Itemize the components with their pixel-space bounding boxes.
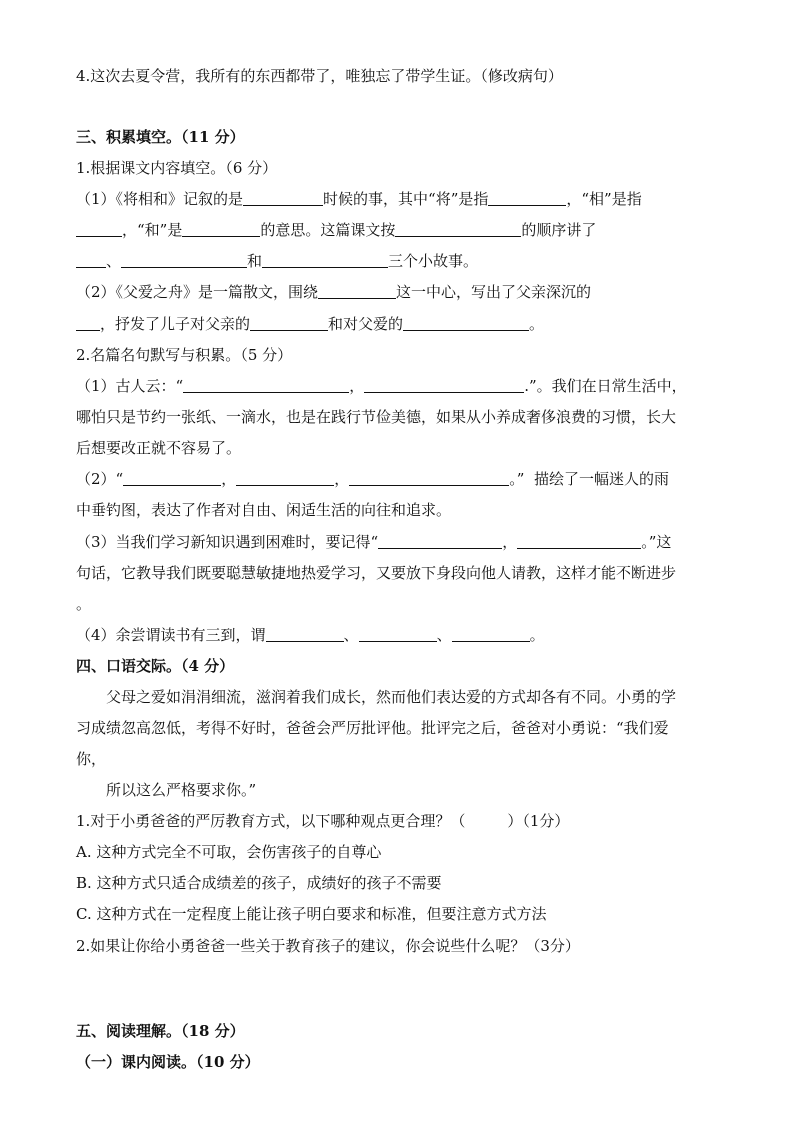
- section-3-q1-title: 1.根据课文内容填空。（6 分）: [76, 159, 278, 177]
- section-3-q2-title: 2.名篇名句默写与积累。（5 分）: [76, 346, 293, 364]
- answer-blank[interactable]: [76, 221, 122, 237]
- section-3-title: 三、积累填空。（11 分）: [76, 128, 245, 146]
- answer-blank[interactable]: [364, 377, 524, 393]
- section-3-q2-part1-line3: 后想要改正就不容易了。: [76, 439, 242, 457]
- section-3-q2-part4: （4）余尝谓读书有三到，谓 、 、 。: [76, 626, 545, 644]
- answer-blank[interactable]: [183, 377, 349, 393]
- section-3-q2-part2-line2: 中垂钓图，表达了作者对自由、闲适生活的向往和追求。: [76, 501, 452, 519]
- answer-blank[interactable]: [76, 252, 106, 268]
- answer-blank[interactable]: [318, 283, 396, 299]
- section-4-title: 四、口语交际。（4 分）: [76, 657, 235, 675]
- section-3-q2-part3-line2: 句话，它教导我们既要聪慧敏捷地热爱学习，又要放下身段向他人请教，这样才能不断进步: [76, 564, 677, 582]
- answer-blank[interactable]: [266, 626, 344, 642]
- section-4-q2: 2.如果让你给小勇爸爸一些关于教育孩子的建议，你会说些什么呢？（3分）: [76, 937, 580, 955]
- option-b: B. 这种方式只适合成绩差的孩子，成绩好的孩子不需要: [76, 874, 442, 892]
- section-4-paragraph-line1: 父母之爱如涓涓细流，滋润着我们成长，然而他们表达爱的方式却各有不同。小勇的学: [106, 688, 677, 706]
- section-4-paragraph-line3: 你，: [76, 750, 107, 768]
- answer-blank[interactable]: [123, 470, 221, 486]
- answer-blank[interactable]: [121, 252, 247, 268]
- question-4-revise-sentence: 4.这次去夏令营，我所有的东西都带了，唯独忘了带学生证。（修改病句）: [76, 67, 563, 85]
- section-3-q1-line3: 、 和 三个小故事。: [76, 251, 478, 271]
- answer-blank[interactable]: [262, 252, 388, 268]
- answer-blank[interactable]: [452, 626, 530, 642]
- answer-blank[interactable]: [236, 470, 334, 486]
- option-a: A. 这种方式完全不可取，会伤害孩子的自尊心: [76, 843, 382, 861]
- answer-blank[interactable]: [488, 190, 566, 206]
- answer-blank[interactable]: [395, 221, 521, 237]
- section-5-subsection-1: （一）课内阅读。（10 分）: [76, 1053, 260, 1071]
- answer-blank[interactable]: [76, 315, 100, 331]
- section-3-q1-line2: ，“和”是 的意思。这篇课文按 的顺序讲了: [76, 220, 596, 240]
- section-3-q2-part3-line3: 。: [76, 595, 92, 613]
- section-3-q2-part3-line1: （3）当我们学习新知识遇到困难时，要记得“ ， 。”这: [76, 533, 672, 551]
- option-c: C. 这种方式在一定程度上能让孩子明白要求和标准，但要注意方式方法: [76, 905, 547, 923]
- section-4-paragraph-line2: 习成绩忽高忽低，考得不好时，爸爸会严厉批评他。批评完之后，爸爸对小勇说：“我们爱: [76, 719, 669, 737]
- answer-blank[interactable]: [243, 190, 323, 206]
- section-3-q2-part2-line1: （2）“ ， ， 。” 描绘了一幅迷人的雨: [76, 470, 669, 488]
- section-3-q1-line1: （1）《将相和》记叙的是 时候的事，其中“将”是指 ，“相”是指: [76, 190, 642, 208]
- section-4-paragraph-line4: 所以这么严格要求你。”: [106, 781, 257, 799]
- section-3-q1-part2-line1: （2）《父爱之舟》是一篇散文，围绕 这一中心，写出了父亲深沉的: [76, 283, 592, 301]
- section-3-q2-part1-line2: 哪怕只是节约一张纸、一滴水，也是在践行节俭美德，如果从小养成奢侈浪费的习惯，长大: [76, 408, 677, 426]
- section-3-q1-part2-line2: ，抒发了儿子对父亲的 和对父爱的 。: [76, 314, 544, 334]
- answer-blank[interactable]: [182, 221, 260, 237]
- answer-blank[interactable]: [359, 626, 437, 642]
- answer-blank[interactable]: [517, 533, 641, 549]
- section-4-q1: 1.对于小勇爸爸的严厉教育方式，以下哪种观点更合理？（ ）（1分）: [76, 812, 570, 830]
- answer-blank[interactable]: [250, 315, 328, 331]
- section-3-q2-part1-line1: （1）古人云：“ ， .”。我们在日常生活中，: [76, 377, 687, 395]
- answer-blank[interactable]: [349, 470, 509, 486]
- answer-blank[interactable]: [378, 533, 502, 549]
- section-5-title: 五、阅读理解。（18 分）: [76, 1022, 245, 1040]
- answer-blank[interactable]: [403, 315, 529, 331]
